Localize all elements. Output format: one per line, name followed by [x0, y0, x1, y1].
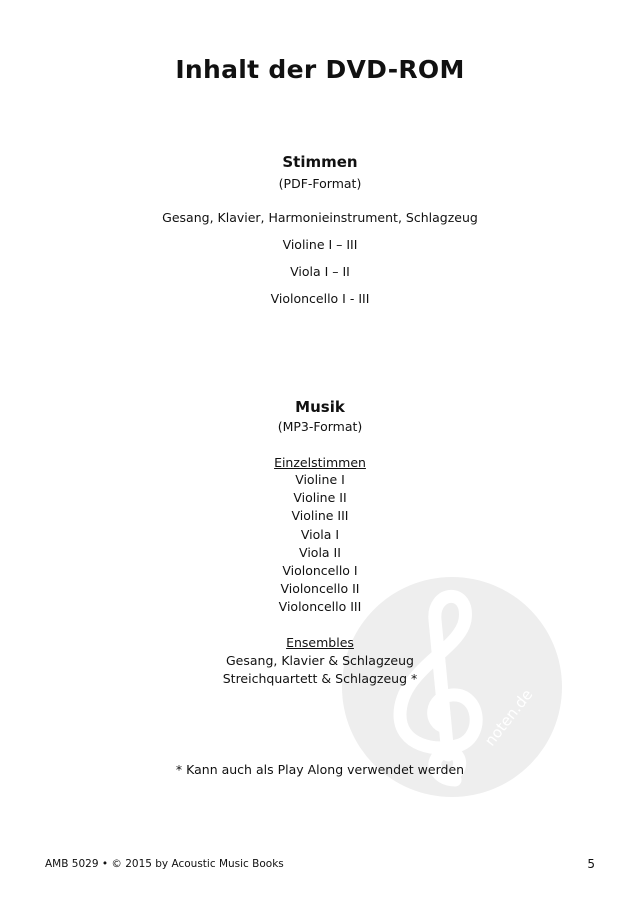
einzelstimmen-label: Einzelstimmen	[274, 455, 366, 470]
footnote: * Kann auch als Play Along verwendet werden	[175, 762, 465, 777]
list-item: Gesang, Klavier & Schlagzeug	[226, 653, 414, 668]
stimmen-item: Violine I – III	[282, 237, 358, 252]
stimmen-heading: Stimmen	[282, 153, 358, 171]
stimmen-item: Gesang, Klavier, Harmonieinstrument, Schlagzeug	[162, 210, 478, 225]
list-item: Violine I	[295, 472, 345, 487]
list-item: Viola I	[300, 526, 340, 542]
list-item: Streichquartett & Schlagzeug *	[222, 671, 418, 687]
footer-copyright: AMB 5029 • © 2015 by Acoustic Music Books	[45, 858, 284, 870]
musik-format: (MP3-Format)	[277, 419, 363, 434]
stimmen-item: Violoncello I - III	[270, 291, 370, 306]
list-item: Violoncello II	[280, 581, 360, 597]
list-item: Violine III	[291, 508, 349, 524]
watermark-text: noten.de	[480, 685, 537, 750]
page-title: Inhalt der DVD-ROM	[175, 55, 465, 84]
list-item: Violoncello I	[282, 563, 358, 579]
einzelstimmen-list	[0, 471, 640, 617]
list-item: Violine II	[293, 490, 347, 506]
musik-heading: Musik	[295, 398, 345, 416]
ensembles-label: Ensembles	[286, 635, 354, 650]
page-number: 5	[587, 857, 595, 871]
stimmen-format: (PDF-Format)	[278, 176, 362, 191]
stimmen-item: Viola I – II	[290, 264, 350, 279]
list-item: Viola II	[299, 544, 341, 560]
ensembles-list	[0, 652, 640, 688]
list-item: Violoncello III	[278, 599, 362, 615]
